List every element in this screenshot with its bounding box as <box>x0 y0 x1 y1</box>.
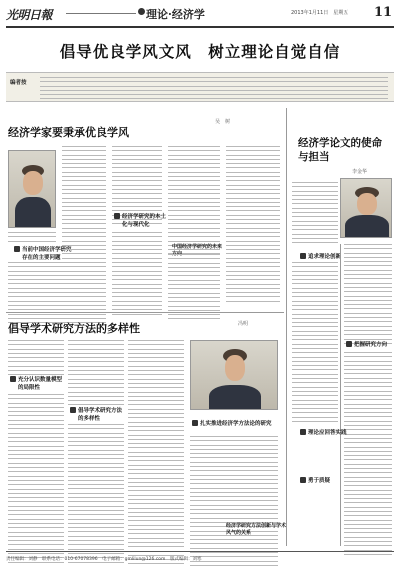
article-1-col-4 <box>226 146 280 305</box>
article-3-col-4 <box>190 436 278 567</box>
article-3-col-1 <box>8 340 64 379</box>
column-divider-right <box>340 244 341 546</box>
article-1-byline: 吴 树 <box>215 119 231 125</box>
article-3-col-2b <box>68 424 124 566</box>
subhead-icon <box>300 253 306 259</box>
article-2-author-photo <box>340 178 392 238</box>
masthead <box>6 6 394 24</box>
article-1-title: 经济学家要秉承优良学风 <box>8 126 129 139</box>
subhead-icon <box>14 246 20 252</box>
article-2-col-2b <box>344 352 392 558</box>
subhead-icon <box>300 477 306 483</box>
article-3-col-1b <box>8 394 64 566</box>
article-2-col-1 <box>292 182 338 246</box>
article-1-subhead-3: 中国经济学研究的未来方向 <box>172 244 223 257</box>
article-3-col-2 <box>68 340 124 409</box>
column-divider <box>286 108 287 546</box>
newspaper-logo: 光明日報 <box>6 8 53 22</box>
subhead-icon <box>114 213 120 219</box>
article-3-byline: 冯明 <box>238 321 249 327</box>
subhead-icon <box>70 407 76 413</box>
article-3-col-3 <box>128 340 184 567</box>
subhead-icon <box>10 376 16 382</box>
article-3-subhead-2: 倡导学术研究方法的多样性 <box>78 408 123 422</box>
article-2-subhead-2: 理论应回答实践 <box>308 430 347 436</box>
editor-note-label: 编者按 <box>10 80 27 86</box>
article-3-title: 倡导学术研究方法的多样性 <box>8 322 140 335</box>
article-2-title: 经济学论文的使命与担当 <box>298 137 382 163</box>
article-3-author-photo <box>190 340 278 410</box>
article-1-col-3 <box>168 146 220 258</box>
subhead-icon <box>192 420 198 426</box>
masthead-divider <box>6 26 394 28</box>
article-1-subhead-2: 经济学研究的本土化与现代化 <box>122 214 167 228</box>
article-1-col-2b <box>112 232 162 318</box>
editor-note-text-lines <box>40 77 388 103</box>
article-1-col-1b <box>8 262 106 326</box>
article-3-subhead-4: 经济学研究方法创新与学术风气的关系 <box>226 523 287 536</box>
photo-caption-lines <box>8 232 56 245</box>
subhead-icon <box>346 341 352 347</box>
article-2-byline: 李金华 <box>352 169 368 175</box>
masthead-rule <box>66 13 136 14</box>
article-3-subhead-1: 充分认识数量模型的局限性 <box>18 377 63 391</box>
article-2-col-2 <box>344 244 392 347</box>
article-2-subhead-1: 追求理论创新 <box>308 254 342 260</box>
article-1-author-photo <box>8 150 56 228</box>
footer-rule <box>6 551 394 552</box>
page-number: 11 <box>374 5 393 20</box>
section-divider <box>6 312 284 313</box>
section-title: 理论·经济学 <box>146 8 205 21</box>
article-1-subhead-1: 当前中国经济学研究存在的主要问题 <box>22 247 72 261</box>
article-3-subhead-3: 扎实推进经济学方法论的研究 <box>200 421 272 427</box>
article-2-subhead-3: 勇于质疑 <box>308 478 331 484</box>
footer-editor-info: 责任编辑：刘静 联系电话：010-67078396 电子邮箱：gmlilun@126.com 版式编辑：刘寒 <box>6 557 202 562</box>
issue-date: 2013年1月11日 星期五 <box>291 10 349 16</box>
subhead-icon <box>300 429 306 435</box>
article-1-col-1 <box>62 146 106 275</box>
section-bullet-icon <box>138 8 145 15</box>
article-2-col-1b <box>292 262 338 425</box>
page-headline: 倡导优良学风文风 树立理论自觉自信 <box>59 42 341 61</box>
article-2-subhead-4: 把握研究方向 <box>354 342 388 348</box>
